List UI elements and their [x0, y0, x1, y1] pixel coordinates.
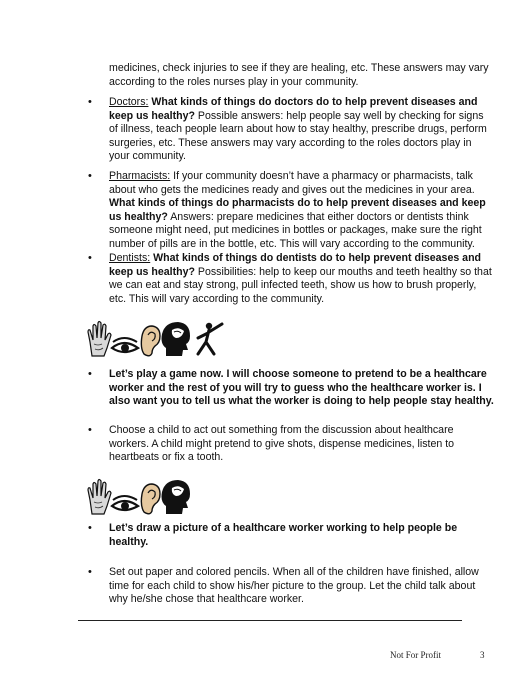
activity-icons-row-2	[86, 476, 226, 516]
bullet-paper: •	[88, 566, 92, 578]
eye-icon	[112, 496, 138, 510]
bullet-choose-child: •	[88, 424, 92, 436]
dentists-label: Dentists:	[109, 252, 151, 264]
bullet-pharmacists: •	[88, 170, 92, 182]
nurses-answer-continuation: medicines, check injuries to see if they are healing, etc. These answers may vary according to the roles nurses play in your community.	[109, 62, 489, 88]
activity-icons-row-1	[86, 318, 226, 358]
bullet-doctors: •	[88, 96, 92, 108]
draw-paragraph: Let’s draw a picture of a healthcare worker working to help people be healthy.	[109, 522, 458, 548]
person-stretching-icon	[198, 323, 222, 354]
pharmacists-answer: Answers: prepare medicines that either doctors or dentists think someone might need, put medicines in bottles or packages, make sure the right number of pills are in the bottle, etc. This will vary according to the community.	[109, 210, 482, 250]
footer-label: Not For Profit	[390, 650, 442, 660]
doctors-question: What kinds of things do doctors do to help prevent diseases and keep us healthy?	[109, 96, 478, 122]
ear-icon	[141, 484, 160, 514]
bullet-draw: •	[88, 522, 92, 534]
choose-child-paragraph: Choose a child to act out something from the discussion about healthcare workers. A child might pretend to give shots, dispense medicines, listen to heartbeats or fix a tooth.	[109, 424, 455, 464]
hand-icon	[88, 480, 111, 515]
doctors-answer: Possible answers: help people say well by checking for signs of illness, teach people learn about how to stay healthy, prescribe drugs, perform surgeries, etc. These answers may vary according to the roles doctors play in your community.	[109, 109, 487, 163]
eye-icon	[112, 338, 138, 352]
dentists-question: What kinds of things do dentists do to help prevent diseases and keep us healthy?	[109, 252, 482, 278]
ear-icon	[141, 326, 160, 356]
doctors-label: Doctors:	[109, 96, 149, 108]
bullet-game: •	[88, 368, 92, 380]
pharmacists-paragraph	[109, 170, 494, 252]
footer-rule	[78, 620, 462, 621]
game-paragraph: Let’s play a game now. I will choose someone to pretend to be a healthcare worker and the rest of you will try to guess who the healthcare worker is. I also want you to tell us what the worker is doing to help people stay healthy.	[109, 368, 494, 408]
pharmacists-label: Pharmacists:	[109, 170, 171, 182]
head-icon	[162, 322, 191, 356]
hand-icon	[88, 322, 111, 357]
head-icon	[162, 480, 191, 514]
paper-paragraph: Set out paper and colored pencils. When all of the children have finished, allow time for each child to show his/her picture to the group. Let the child talk about why he/she chose that healthcare worker.	[109, 566, 479, 606]
page-number: 3	[480, 650, 485, 660]
pharmacists-intro: If your community doesn’t have a pharmacy or pharmacists, talk about who gets the medicines ready and gives out the medicines in your area.	[109, 170, 475, 196]
pharmacists-question: What kinds of things do pharmacists do to help prevent diseases and keep us healthy?	[109, 197, 486, 223]
dentists-paragraph	[109, 252, 494, 306]
doctors-paragraph	[109, 96, 495, 164]
bullet-dentists: •	[88, 252, 92, 264]
dentists-answer: Possibilities: help to keep our mouths and teeth healthy so that we can eat and stay strong, pull infected teeth, show us how to brush properly, etc. This will vary according to the community.	[109, 265, 492, 305]
